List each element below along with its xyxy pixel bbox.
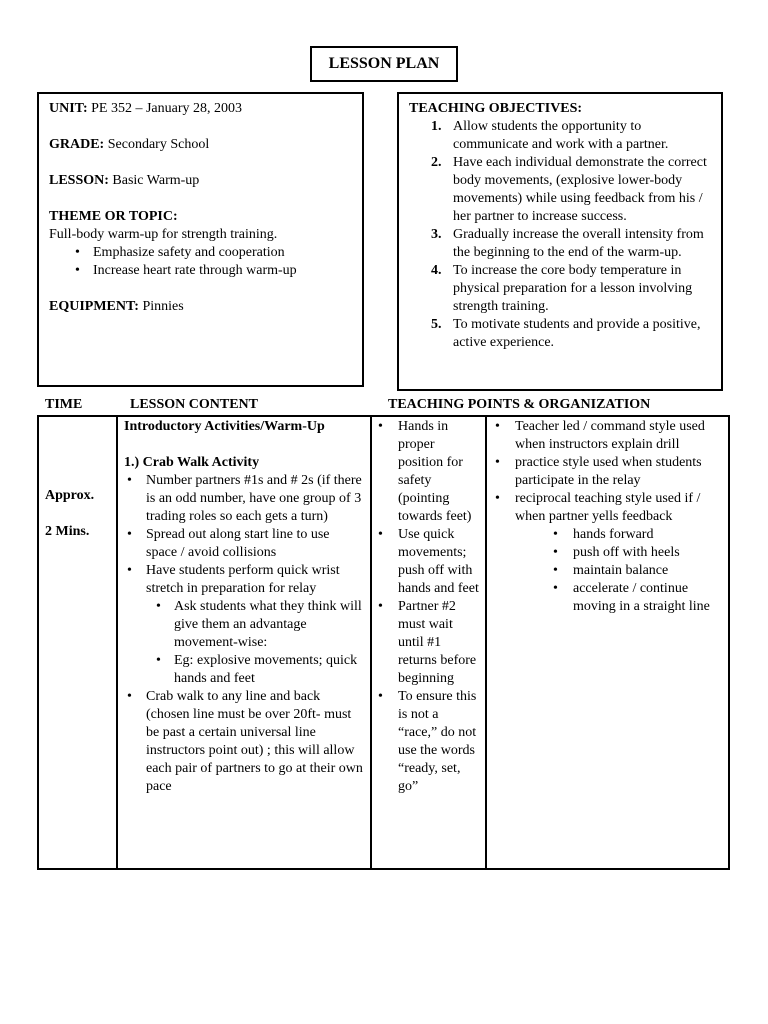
section-title: Introductory Activities/Warm-Up <box>124 419 325 434</box>
content-bullet: • Crab walk to any line and back (chosen line must be over 20ft- must be past a certain universal line instructors point out) ; this will allow each pair of partners to go at their own pace <box>124 688 364 796</box>
grade-label: GRADE: <box>49 137 105 152</box>
time-duration: 2 Mins. <box>45 524 90 539</box>
equipment-value: Pinnies <box>142 299 184 314</box>
objective-text: Allow students the opportunity to communicate and work with a partner. <box>453 119 669 152</box>
teaching-objectives-box <box>397 92 723 391</box>
content-bullet-text: Have students perform quick wrist stretch in preparation for relay <box>146 563 340 596</box>
teaching-points-cell <box>371 416 486 869</box>
objective-number: 1. <box>431 119 442 134</box>
activity-title: 1.) Crab Walk Activity <box>124 455 260 470</box>
theme-section <box>49 208 354 280</box>
time-approx: Approx. <box>45 488 95 503</box>
objective-text: To motivate students and provide a positive, active experience. <box>453 317 701 350</box>
theme-bullet: • Increase heart rate through warm-up <box>49 262 354 280</box>
organization-item: • practice style used when students participate in the relay <box>491 454 724 490</box>
unit-line <box>49 100 354 118</box>
lesson-content-cell <box>117 416 371 869</box>
theme-label: THEME OR TOPIC: <box>49 209 178 224</box>
objective-item <box>409 262 713 316</box>
content-sub-bullet: • Ask students what they think will give them an advantage movement-wise: <box>146 598 364 652</box>
organization-sub-item: • accelerate / continue moving in a straight line <box>515 580 724 616</box>
objective-text: Gradually increase the overall intensity from the beginning to the end of the warm-up. <box>453 227 704 260</box>
objective-number: 5. <box>431 317 442 332</box>
teaching-point: • Use quick movements; push off with hands and feet <box>376 526 481 598</box>
lesson-table <box>37 415 730 870</box>
unit-value: PE 352 – January 28, 2003 <box>91 101 243 116</box>
organization-sub-item: • hands forward <box>515 526 724 544</box>
objective-item <box>409 118 713 154</box>
organization-cell <box>486 416 729 869</box>
teaching-point: • Partner #2 must wait until #1 returns before beginning <box>376 598 481 688</box>
theme-bullets <box>49 244 354 280</box>
content-bullet: • Spread out along start line to use space / avoid collisions <box>124 526 364 562</box>
organization-item <box>491 490 724 616</box>
content-bullets <box>124 472 364 796</box>
objective-item <box>409 154 713 226</box>
objective-text: Have each individual demonstrate the correct body movements, (explosive lower-body movements) while using feedback from his / her partner to increase success. <box>453 155 707 224</box>
organization-sub-item: • push off with heels <box>515 544 724 562</box>
lesson-value: Basic Warm-up <box>112 173 200 188</box>
content-sub-bullets <box>146 598 364 688</box>
equipment-label: EQUIPMENT: <box>49 299 139 314</box>
organization-item-text: reciprocal teaching style used if / when partner yells feedback <box>515 491 701 524</box>
content-bullet: • Number partners #1s and # 2s (if there is an odd number, have one group of 3 trading roles so each gets a turn) <box>124 472 364 526</box>
table-row <box>38 416 729 869</box>
organization-list <box>491 418 724 616</box>
content-bullet <box>124 562 364 688</box>
lesson-plan-title: LESSON PLAN <box>310 46 458 82</box>
theme-bullet: • Emphasize safety and cooperation <box>49 244 354 262</box>
theme-text: Full-body warm-up for strength training. <box>49 227 278 242</box>
objective-item <box>409 316 713 352</box>
time-cell <box>38 416 117 869</box>
objective-text: To increase the core body temperature in physical preparation for a lesson involving strength training. <box>453 263 693 314</box>
lesson-label: LESSON: <box>49 173 109 188</box>
teaching-point: • Hands in proper position for safety (pointing towards feet) <box>376 418 481 526</box>
objectives-list <box>409 118 713 352</box>
grade-value: Secondary School <box>107 137 210 152</box>
teaching-points-list <box>376 418 481 796</box>
header-time: TIME <box>45 397 83 412</box>
lesson-info-box <box>37 92 364 387</box>
objectives-heading: TEACHING OBJECTIVES: <box>409 101 583 116</box>
content-sub-bullet: • Eg: explosive movements; quick hands and feet <box>146 652 364 688</box>
equipment-line <box>49 298 354 316</box>
organization-item: • Teacher led / command style used when instructors explain drill <box>491 418 724 454</box>
organization-sub-list <box>515 526 724 616</box>
objective-item <box>409 226 713 262</box>
objective-number: 2. <box>431 155 442 170</box>
grade-line <box>49 136 354 154</box>
objective-number: 4. <box>431 263 442 278</box>
header-teaching-points: TEACHING POINTS & ORGANIZATION <box>388 397 651 412</box>
unit-label: UNIT: <box>49 101 88 116</box>
teaching-point: • To ensure this is not a “race,” do not use the words “ready, set, go” <box>376 688 481 796</box>
organization-sub-item: • maintain balance <box>515 562 724 580</box>
header-lesson-content: LESSON CONTENT <box>130 397 258 412</box>
lesson-line <box>49 172 354 190</box>
objective-number: 3. <box>431 227 442 242</box>
